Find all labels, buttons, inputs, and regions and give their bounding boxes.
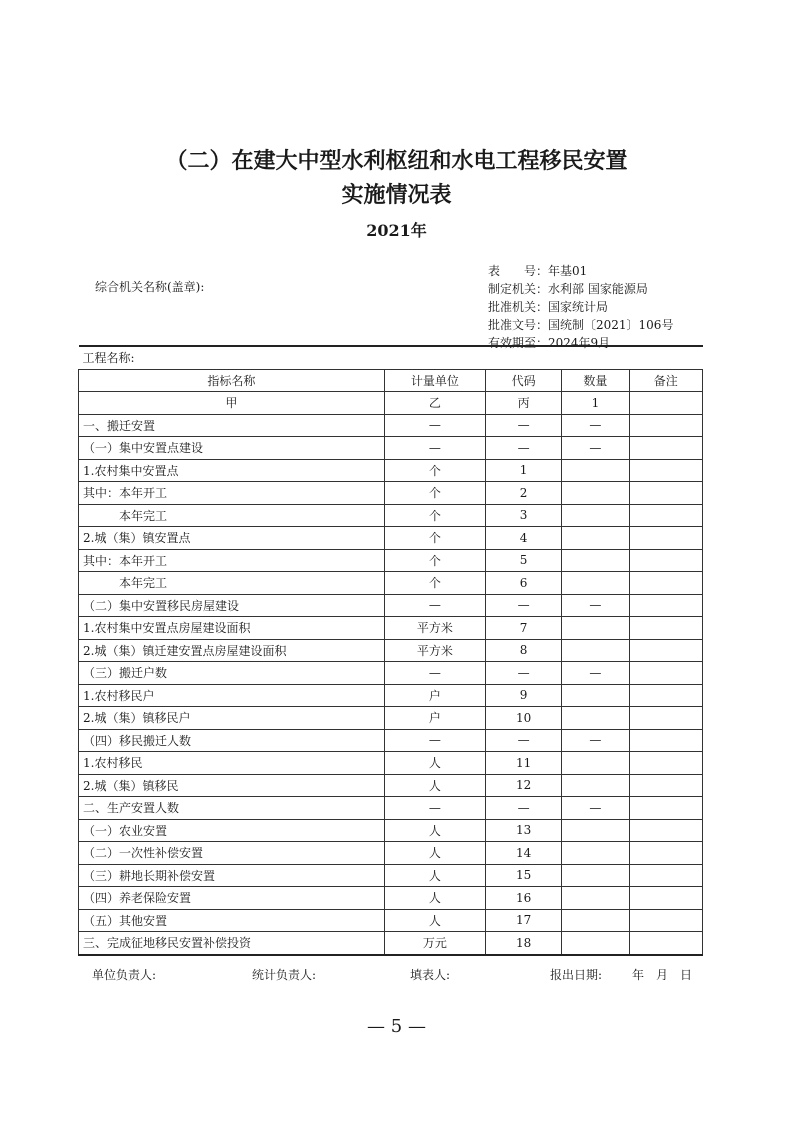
row-indicator-name: （二）一次性补偿安置 — [79, 842, 385, 865]
table-row — [79, 549, 703, 572]
table-row — [79, 594, 703, 617]
row-indicator-name: 2.城（集）镇移民户 — [79, 707, 385, 730]
row-remarks — [629, 797, 702, 820]
row-unit: 户 — [384, 684, 485, 707]
row-remarks — [629, 482, 702, 505]
row-indicator-name: 2.城（集）镇安置点 — [79, 527, 385, 550]
table-row — [79, 819, 703, 842]
header-indicator: 指标名称 — [79, 369, 385, 392]
row-remarks — [629, 707, 702, 730]
row-quantity — [562, 707, 629, 730]
row-code: — — [485, 797, 561, 820]
header-code-bing: 丙 — [485, 392, 561, 415]
row-indicator-name: 本年完工 — [79, 572, 385, 595]
table-row — [79, 504, 703, 527]
row-quantity — [562, 504, 629, 527]
project-name-row — [79, 346, 703, 369]
table-row — [79, 729, 703, 752]
row-code: — — [485, 437, 561, 460]
row-code: 13 — [485, 819, 561, 842]
row-indicator-name: 二、生产安置人数 — [79, 797, 385, 820]
form-number: 表 号：年基01 — [488, 264, 588, 278]
row-remarks — [629, 774, 702, 797]
row-remarks — [629, 662, 702, 685]
row-code: 15 — [485, 864, 561, 887]
page-title-line1: （二）在建大中型水利枢纽和水电工程移民安置 — [165, 149, 628, 174]
row-indicator-name: 三、完成征地移民安置补偿投资 — [79, 932, 385, 955]
row-unit: 个 — [384, 527, 485, 550]
row-quantity: — — [562, 797, 629, 820]
row-code: 8 — [485, 639, 561, 662]
header-unit: 计量单位 — [384, 369, 485, 392]
row-code: 17 — [485, 909, 561, 932]
row-code: 9 — [485, 684, 561, 707]
row-indicator-name: （三）搬迁户数 — [79, 662, 385, 685]
table-row — [79, 707, 703, 730]
row-code: — — [485, 662, 561, 685]
row-quantity: — — [562, 594, 629, 617]
row-code: — — [485, 414, 561, 437]
row-unit: 个 — [384, 504, 485, 527]
resettlement-table — [78, 345, 703, 956]
filler-label: 填表人: — [410, 968, 451, 982]
row-remarks — [629, 549, 702, 572]
row-unit: 人 — [384, 774, 485, 797]
table-row — [79, 662, 703, 685]
row-indicator-name: 1.农村集中安置点房屋建设面积 — [79, 617, 385, 640]
header-remarks: 备注 — [629, 369, 702, 392]
row-quantity — [562, 752, 629, 775]
row-unit: — — [384, 594, 485, 617]
row-unit: 平方米 — [384, 639, 485, 662]
row-unit: — — [384, 797, 485, 820]
date-fields: 年 月 日 — [632, 968, 693, 982]
row-quantity: — — [562, 437, 629, 460]
issuing-authority: 制定机关：水利部 国家能源局 — [488, 282, 648, 296]
row-quantity — [562, 819, 629, 842]
row-remarks — [629, 842, 702, 865]
row-quantity — [562, 482, 629, 505]
table-row — [79, 459, 703, 482]
row-unit: 平方米 — [384, 617, 485, 640]
row-unit: 万元 — [384, 932, 485, 955]
page-number: — 5 — — [367, 1016, 426, 1037]
row-indicator-name: 2.城（集）镇移民 — [79, 774, 385, 797]
row-unit: 人 — [384, 819, 485, 842]
row-quantity — [562, 459, 629, 482]
approving-authority: 批准机关：国家统计局 — [488, 300, 609, 314]
row-remarks — [629, 684, 702, 707]
row-indicator-name: 1.农村移民 — [79, 752, 385, 775]
approval-document: 批准文号：国统制〔2021〕106号 — [488, 318, 674, 332]
table-row — [79, 864, 703, 887]
row-indicator-name: （一）集中安置点建设 — [79, 437, 385, 460]
valid-until: 有效期至：2024年9月 — [488, 336, 611, 350]
table-row — [79, 684, 703, 707]
row-indicator-name: （一）农业安置 — [79, 819, 385, 842]
row-indicator-name: 一、搬迁安置 — [79, 414, 385, 437]
row-quantity — [562, 909, 629, 932]
page-title-line2: 实施情况表 — [341, 183, 452, 208]
report-year: 2021年 — [366, 221, 427, 240]
table-row — [79, 527, 703, 550]
table-row — [79, 414, 703, 437]
row-indicator-name: 其中：本年开工 — [79, 482, 385, 505]
row-quantity — [562, 774, 629, 797]
row-unit: — — [384, 729, 485, 752]
stat-head-label: 统计负责人: — [252, 968, 317, 982]
header-row — [79, 369, 703, 392]
form-meta — [488, 262, 673, 352]
row-remarks — [629, 572, 702, 595]
row-remarks — [629, 504, 702, 527]
row-remarks — [629, 459, 702, 482]
row-quantity — [562, 549, 629, 572]
header-code-1: 1 — [562, 392, 629, 415]
row-remarks — [629, 414, 702, 437]
header-quantity: 数量 — [562, 369, 629, 392]
row-remarks — [629, 729, 702, 752]
row-code: — — [485, 729, 561, 752]
row-remarks — [629, 887, 702, 910]
row-unit: 人 — [384, 909, 485, 932]
row-quantity — [562, 617, 629, 640]
row-quantity — [562, 572, 629, 595]
row-indicator-name: （四）移民搬迁人数 — [79, 729, 385, 752]
row-code: 3 — [485, 504, 561, 527]
row-indicator-name: （三）耕地长期补偿安置 — [79, 864, 385, 887]
row-remarks — [629, 752, 702, 775]
row-code: 5 — [485, 549, 561, 572]
row-remarks — [629, 639, 702, 662]
unit-head-label: 单位负责人: — [92, 968, 157, 982]
row-quantity: — — [562, 662, 629, 685]
table-row — [79, 932, 703, 955]
row-unit: 户 — [384, 707, 485, 730]
row-unit: 个 — [384, 572, 485, 595]
row-remarks — [629, 617, 702, 640]
project-name-label: 工程名称: — [79, 346, 703, 369]
row-code: — — [485, 594, 561, 617]
table-row — [79, 639, 703, 662]
row-code: 16 — [485, 887, 561, 910]
table-row — [79, 774, 703, 797]
row-code: 7 — [485, 617, 561, 640]
header-code-remarks — [629, 392, 702, 415]
row-unit: — — [384, 414, 485, 437]
row-quantity — [562, 527, 629, 550]
row-indicator-name: （四）养老保险安置 — [79, 887, 385, 910]
table-row — [79, 437, 703, 460]
row-remarks — [629, 437, 702, 460]
row-quantity — [562, 932, 629, 955]
row-unit: 人 — [384, 752, 485, 775]
header-code-jia: 甲 — [79, 392, 385, 415]
table-row — [79, 617, 703, 640]
row-remarks — [629, 527, 702, 550]
table-row — [79, 572, 703, 595]
row-indicator-name: 1.农村移民户 — [79, 684, 385, 707]
report-date-label: 报出日期: — [550, 968, 603, 982]
row-quantity — [562, 639, 629, 662]
row-code: 11 — [485, 752, 561, 775]
table-row — [79, 842, 703, 865]
row-unit: 人 — [384, 842, 485, 865]
row-code: 6 — [485, 572, 561, 595]
row-indicator-name: 本年完工 — [79, 504, 385, 527]
row-quantity — [562, 887, 629, 910]
row-remarks — [629, 909, 702, 932]
row-code: 10 — [485, 707, 561, 730]
table-row — [79, 482, 703, 505]
row-quantity — [562, 864, 629, 887]
table-row — [79, 887, 703, 910]
row-quantity — [562, 842, 629, 865]
row-code: 18 — [485, 932, 561, 955]
row-unit: 个 — [384, 549, 485, 572]
row-unit: 个 — [384, 459, 485, 482]
row-indicator-name: 其中：本年开工 — [79, 549, 385, 572]
table-row — [79, 909, 703, 932]
header-code-row — [79, 392, 703, 415]
table-row — [79, 752, 703, 775]
row-code: 1 — [485, 459, 561, 482]
row-indicator-name: （五）其他安置 — [79, 909, 385, 932]
header-code: 代码 — [485, 369, 561, 392]
row-code: 4 — [485, 527, 561, 550]
row-code: 14 — [485, 842, 561, 865]
row-quantity: — — [562, 729, 629, 752]
header-code-yi: 乙 — [384, 392, 485, 415]
row-unit: 人 — [384, 887, 485, 910]
row-unit: 人 — [384, 864, 485, 887]
row-remarks — [629, 819, 702, 842]
org-name-label: 综合机关名称(盖章): — [95, 280, 205, 294]
row-indicator-name: （二）集中安置移民房屋建设 — [79, 594, 385, 617]
row-quantity: — — [562, 414, 629, 437]
row-unit: — — [384, 662, 485, 685]
row-remarks — [629, 932, 702, 955]
row-unit: 个 — [384, 482, 485, 505]
row-unit: — — [384, 437, 485, 460]
table-row — [79, 797, 703, 820]
row-code: 2 — [485, 482, 561, 505]
row-remarks — [629, 864, 702, 887]
row-indicator-name: 2.城（集）镇迁建安置点房屋建设面积 — [79, 639, 385, 662]
row-remarks — [629, 594, 702, 617]
row-quantity — [562, 684, 629, 707]
row-code: 12 — [485, 774, 561, 797]
row-indicator-name: 1.农村集中安置点 — [79, 459, 385, 482]
